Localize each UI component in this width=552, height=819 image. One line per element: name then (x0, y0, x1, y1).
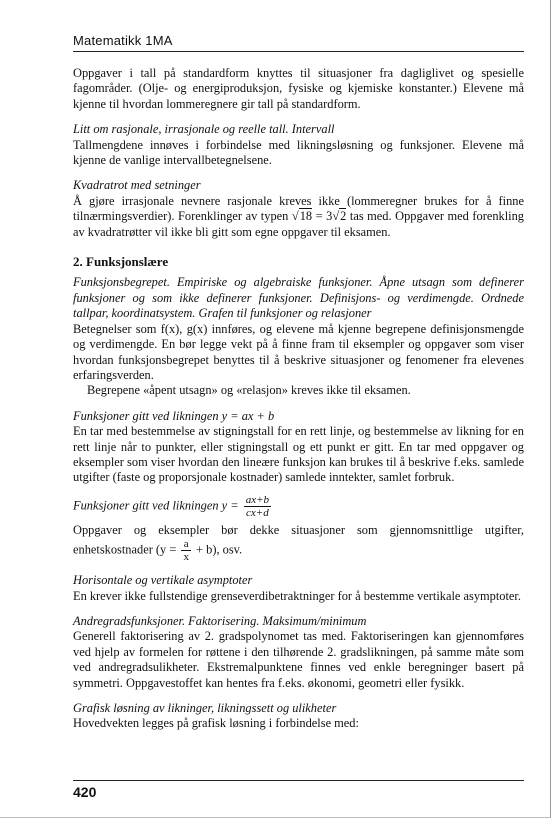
rational-heading: Litt om rasjonale, irrasjonale og reelle tall. Intervall (73, 122, 335, 137)
rational-function-heading (73, 494, 524, 519)
rational-heading-text: Funksjoner gitt ved likningen y = (73, 498, 242, 513)
header-rule (73, 51, 524, 52)
rational-body: Tallmengdene innøves i forbindelse med likningsløsning og funksjoner. Elevene må kjenne de vanlige intervallbetegnelsene. (73, 137, 524, 168)
rational-function-body (73, 523, 524, 563)
graphical-solution-heading: Grafisk løsning av likninger, likningssett og ulikheter (73, 701, 337, 715)
asymptote-heading: Horisontale og vertikale asymptoter (73, 573, 253, 588)
fraction-denominator: cx+d (246, 506, 269, 519)
sqrt-radicand-b: 2 (340, 209, 347, 224)
rational-fraction (244, 494, 271, 519)
linear-function-body: En tar med bestemmelse av stigningstall for en rett linje, og bestemmelse av likning for en rett linje når to punkter, eller stigningstall og ett punkt er gitt. En tar med oppgaver og eksempler som viser hvordan den lineære funksjon kan brukes til å beskrive f.eks. samlede utgifter (faste og proporsjonale kostnader) samlede inntekter, samlet forbruk. (73, 424, 524, 485)
linear-function-heading: Funksjoner gitt ved likningen y = ax + b (73, 408, 275, 423)
quadratic-body: Generell faktorisering av 2. gradspolynomet tas med. Faktoriseringen kan gjennomføres ved hjelp av formelen for røttene i den tilhørende 2. gradslikningen, på samme måte som ved andregradsulikheter. Ekstremalpunktene finnes ved enkle beregninger basert på symmetri. Oppgavestoffet kan hentes fra f.eks. økonomi, geometri eller fysikk. (73, 629, 524, 690)
rational-body-text-a: Oppgaver og eksempler bør dekke situasjoner som gjennomsnittlige utgifter, enhetskostnader (y = (73, 522, 524, 557)
graphical-solution-body: Hovedvekten legges på grafisk løsning i forbindelse med: (73, 716, 359, 731)
unit-cost-fraction (181, 538, 191, 563)
quadratic-heading: Andregradsfunksjoner. Faktorisering. Maksimum/minimum (73, 613, 367, 628)
square-root-body (73, 194, 524, 240)
function-concept-body: Betegnelser som f(x), g(x) innføres, og elevene må kjenne begrepene definisjonsmengde og verdimengde. En bør legge vekt på å finne fram til eksempler og oppgaver som viser hvordan funksjonsbegrepet benyttes til å beskrive situasjoner og fenomener fra elevenes erfaringsverden. (73, 321, 524, 382)
function-concept-heading: Funksjonsbegrepet. Empiriske og algebraiske funksjoner. Åpne utsagn som definerer funksjoner og som ikke definerer funksjoner. Definisjons- og verdimengde. Ordnede tallpar, koordinatsystem. Grafen til funksjoner og relasjoner (73, 275, 524, 321)
page-body (73, 66, 524, 732)
unit-cost-numerator: a (181, 538, 191, 551)
sqrt-sign: √ (291, 209, 299, 224)
sqrt-sign-2: √ (332, 209, 340, 224)
square-root-heading: Kvadratrot med setninger (73, 178, 201, 193)
asymptote-body: En krever ikke fullstendige grenseverdibetraktninger for å bestemme vertikale asymptoter. (73, 588, 521, 603)
square-root-text-b: tas med. Oppgaver med forenkling av kvadratrøtter vil ikke bli gitt som egne oppgaver til eksamen. (73, 209, 524, 239)
unit-cost-denominator: x (183, 551, 189, 564)
square-root-text-a: Å gjøre irrasjonale nevnere rasjonale kreves ikke (lommeregner brukes for å finne tilnærmingsverdier). Forenklinger av typen (73, 193, 524, 224)
footer-rule (73, 780, 524, 781)
intro-paragraph: Oppgaver i tall på standardform knyttes til situasjoner fra dagliglivet og spesielle fagområder. (Olje- og energiproduksjon, fysiske og kjemiske konstanter.) Elevene må kjenne til hvordan lommeregnere gir tall på standardform. (73, 66, 524, 111)
rational-body-text-b: + b), osv. (192, 542, 243, 557)
sqrt-equals: = 3 (312, 209, 333, 224)
fraction-numerator: ax+b (245, 493, 270, 506)
page-number: 420 (73, 784, 97, 800)
sqrt-radicand-a: 18 (299, 209, 313, 224)
function-concept-note: Begrepene «åpent utsagn» og «relasjon» kreves ikke til eksamen. (87, 383, 411, 398)
running-header: Matematikk 1MA (73, 33, 173, 48)
section-title: 2. Funksjonslære (73, 254, 169, 270)
